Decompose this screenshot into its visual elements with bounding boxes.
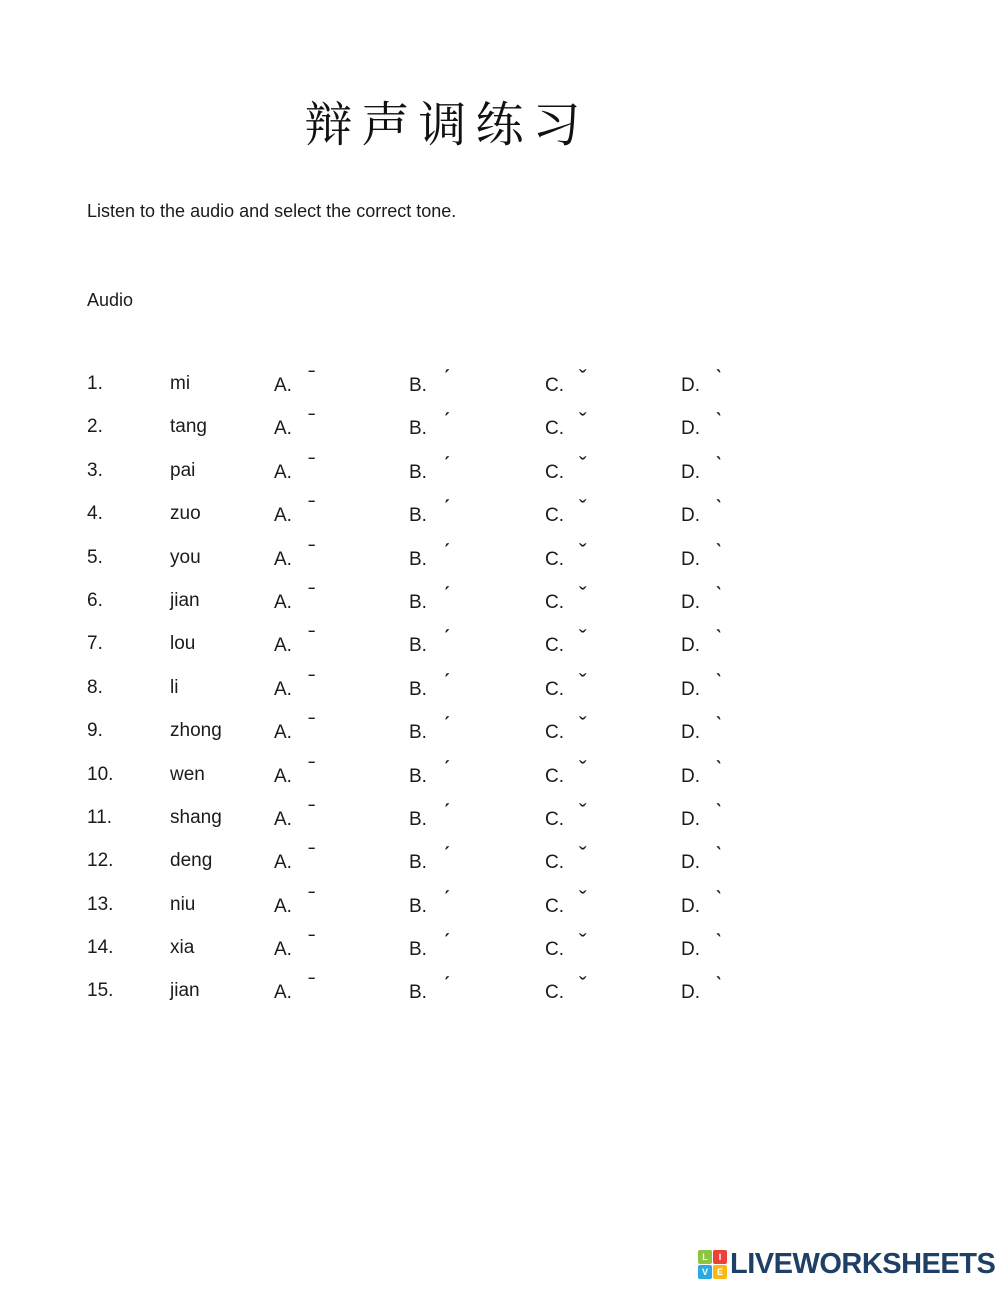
question-row	[0, 839, 1000, 882]
liveworksheets-tiles-icon	[698, 1250, 727, 1279]
tone-mark-third-tone-caron-icon: ˇ	[579, 625, 587, 652]
option-letter: A.	[274, 505, 292, 527]
option-letter: B.	[409, 808, 427, 830]
question-syllable: wen	[170, 763, 205, 785]
option-letter: A.	[274, 895, 292, 917]
tone-mark-second-tone-acute-icon: ˊ	[443, 712, 451, 739]
option-letter: C.	[545, 939, 564, 961]
tone-mark-third-tone-caron-icon: ˇ	[579, 451, 587, 478]
tone-mark-third-tone-caron-icon: ˇ	[579, 581, 587, 608]
question-row	[0, 492, 1000, 535]
tone-mark-second-tone-acute-icon: ˊ	[443, 755, 451, 782]
tone-mark-first-tone-macron-icon: ˉ	[308, 798, 316, 825]
question-number: 12.	[87, 850, 114, 872]
option-letter: B.	[409, 461, 427, 483]
option-letter: A.	[274, 982, 292, 1004]
tone-mark-fourth-tone-grave-icon: ˋ	[715, 408, 723, 435]
tone-mark-second-tone-acute-icon: ˊ	[443, 668, 451, 695]
tone-mark-second-tone-acute-icon: ˊ	[443, 798, 451, 825]
tone-mark-third-tone-caron-icon: ˇ	[579, 755, 587, 782]
question-syllable: shang	[170, 806, 222, 828]
option-letter: A.	[274, 678, 292, 700]
tone-mark-fourth-tone-grave-icon: ˋ	[715, 495, 723, 522]
tone-mark-fourth-tone-grave-icon: ˋ	[715, 365, 723, 391]
tone-mark-third-tone-caron-icon: ˇ	[579, 495, 587, 522]
option-letter: B.	[409, 939, 427, 961]
tone-mark-third-tone-caron-icon: ˇ	[579, 668, 587, 695]
liveworksheets-logo	[698, 1248, 995, 1281]
option-letter: C.	[545, 982, 564, 1004]
tone-mark-fourth-tone-grave-icon: ˋ	[715, 842, 723, 869]
option-letter: A.	[274, 591, 292, 613]
question-number: 15.	[87, 980, 114, 1002]
tone-mark-first-tone-macron-icon: ˉ	[308, 495, 316, 522]
tone-mark-third-tone-caron-icon: ˇ	[579, 972, 587, 999]
option-letter: D.	[681, 678, 700, 700]
question-number: 3.	[87, 459, 103, 481]
option-letter: A.	[274, 939, 292, 961]
tone-mark-fourth-tone-grave-icon: ˋ	[715, 929, 723, 956]
question-row	[0, 969, 1000, 1012]
tone-mark-second-tone-acute-icon: ˊ	[443, 581, 451, 608]
tone-mark-second-tone-acute-icon: ˊ	[443, 495, 451, 522]
tone-mark-fourth-tone-grave-icon: ˋ	[715, 625, 723, 652]
tone-mark-first-tone-macron-icon: ˉ	[308, 408, 316, 435]
tone-mark-second-tone-acute-icon: ˊ	[443, 408, 451, 435]
tone-mark-fourth-tone-grave-icon: ˋ	[715, 885, 723, 912]
option-letter: C.	[545, 895, 564, 917]
question-syllable: jian	[170, 589, 200, 611]
question-number: 2.	[87, 416, 103, 438]
question-syllable: zuo	[170, 503, 201, 525]
option-d-fourth-tone-grave[interactable]	[681, 969, 723, 1014]
question-syllable: deng	[170, 850, 213, 872]
tone-mark-fourth-tone-grave-icon: ˋ	[715, 538, 723, 565]
tone-mark-first-tone-macron-icon: ˉ	[308, 581, 316, 608]
option-letter: D.	[681, 895, 700, 917]
option-letter: D.	[681, 808, 700, 830]
option-letter: A.	[274, 375, 292, 396]
tone-mark-fourth-tone-grave-icon: ˋ	[715, 972, 723, 999]
option-letter: B.	[409, 722, 427, 744]
question-syllable: you	[170, 546, 201, 568]
tone-mark-first-tone-macron-icon: ˉ	[308, 625, 316, 652]
option-letter: A.	[274, 722, 292, 744]
worksheet-title: 辩声调练习	[304, 97, 590, 153]
option-letter: C.	[545, 375, 564, 396]
option-letter: B.	[409, 375, 427, 396]
option-letter: C.	[545, 548, 564, 570]
question-row	[0, 405, 1000, 448]
option-letter: D.	[681, 635, 700, 657]
question-syllable: tang	[170, 416, 207, 438]
question-syllable: lou	[170, 633, 196, 655]
question-syllable: li	[170, 676, 179, 698]
tone-mark-fourth-tone-grave-icon: ˋ	[715, 798, 723, 825]
tone-mark-fourth-tone-grave-icon: ˋ	[715, 581, 723, 608]
option-letter: A.	[274, 852, 292, 874]
option-letter: A.	[274, 548, 292, 570]
tone-mark-first-tone-macron-icon: ˉ	[308, 929, 316, 956]
logo-tile-v: V	[698, 1265, 712, 1279]
tone-mark-first-tone-macron-icon: ˉ	[308, 668, 316, 695]
question-list	[0, 362, 1000, 1013]
tone-mark-first-tone-macron-icon: ˉ	[308, 538, 316, 565]
question-syllable: jian	[170, 980, 200, 1002]
option-letter: B.	[409, 982, 427, 1004]
option-letter: C.	[545, 591, 564, 613]
question-number: 9.	[87, 720, 103, 742]
option-letter: A.	[274, 765, 292, 787]
question-number: 13.	[87, 893, 114, 915]
option-letter: A.	[274, 461, 292, 483]
option-letter: B.	[409, 548, 427, 570]
tone-mark-second-tone-acute-icon: ˊ	[443, 885, 451, 912]
liveworksheets-wordmark: LIVEWORKSHEETS	[730, 1248, 996, 1280]
question-row	[0, 362, 1000, 405]
question-row	[0, 753, 1000, 796]
option-letter: B.	[409, 591, 427, 613]
question-syllable: zhong	[170, 720, 222, 742]
question-number: 5.	[87, 546, 103, 568]
option-letter: C.	[545, 418, 564, 440]
option-letter: A.	[274, 635, 292, 657]
option-letter: B.	[409, 852, 427, 874]
tone-mark-first-tone-macron-icon: ˉ	[308, 451, 316, 478]
tone-mark-first-tone-macron-icon: ˉ	[308, 842, 316, 869]
option-letter: D.	[681, 461, 700, 483]
tone-mark-third-tone-caron-icon: ˇ	[579, 365, 587, 391]
tone-mark-third-tone-caron-icon: ˇ	[579, 798, 587, 825]
tone-mark-first-tone-macron-icon: ˉ	[308, 972, 316, 999]
option-letter: B.	[409, 635, 427, 657]
question-row	[0, 883, 1000, 926]
option-letter: D.	[681, 418, 700, 440]
question-number: 1.	[87, 373, 103, 394]
option-letter: D.	[681, 982, 700, 1004]
option-letter: D.	[681, 765, 700, 787]
option-letter: C.	[545, 765, 564, 787]
question-row	[0, 709, 1000, 752]
tone-mark-fourth-tone-grave-icon: ˋ	[715, 712, 723, 739]
option-letter: A.	[274, 418, 292, 440]
option-a-first-tone-macron[interactable]	[274, 969, 316, 1014]
question-number: 11.	[87, 806, 113, 828]
option-letter: C.	[545, 808, 564, 830]
tone-mark-second-tone-acute-icon: ˊ	[443, 842, 451, 869]
option-letter: D.	[681, 505, 700, 527]
tone-mark-third-tone-caron-icon: ˇ	[579, 712, 587, 739]
option-letter: B.	[409, 505, 427, 527]
question-row	[0, 536, 1000, 579]
option-c-third-tone-caron[interactable]	[545, 969, 587, 1014]
option-letter: D.	[681, 939, 700, 961]
question-number: 7.	[87, 633, 103, 655]
tone-mark-third-tone-caron-icon: ˇ	[579, 929, 587, 956]
option-letter: B.	[409, 895, 427, 917]
option-letter: C.	[545, 635, 564, 657]
option-letter: B.	[409, 418, 427, 440]
option-letter: C.	[545, 852, 564, 874]
tone-mark-third-tone-caron-icon: ˇ	[579, 408, 587, 435]
tone-mark-second-tone-acute-icon: ˊ	[443, 972, 451, 999]
logo-tile-i: I	[713, 1250, 727, 1264]
question-row	[0, 926, 1000, 969]
audio-label: Audio	[87, 290, 134, 310]
tone-mark-fourth-tone-grave-icon: ˋ	[715, 668, 723, 695]
option-b-second-tone-acute[interactable]	[409, 969, 451, 1014]
question-row	[0, 666, 1000, 709]
option-letter: B.	[409, 678, 427, 700]
logo-tile-l: L	[698, 1250, 712, 1264]
option-letter: C.	[545, 722, 564, 744]
option-letter: B.	[409, 765, 427, 787]
question-number: 14.	[87, 937, 114, 959]
option-letter: D.	[681, 722, 700, 744]
question-row	[0, 579, 1000, 622]
question-syllable: niu	[170, 893, 196, 915]
logo-tile-e: E	[713, 1265, 727, 1279]
tone-mark-first-tone-macron-icon: ˉ	[308, 365, 316, 391]
option-letter: D.	[681, 591, 700, 613]
tone-mark-first-tone-macron-icon: ˉ	[308, 885, 316, 912]
tone-mark-second-tone-acute-icon: ˊ	[443, 929, 451, 956]
tone-mark-second-tone-acute-icon: ˊ	[443, 625, 451, 652]
question-number: 8.	[87, 676, 103, 698]
option-letter: C.	[545, 505, 564, 527]
tone-mark-third-tone-caron-icon: ˇ	[579, 885, 587, 912]
question-row	[0, 796, 1000, 839]
instruction-text: Listen to the audio and select the correct tone.	[87, 201, 457, 221]
option-letter: D.	[681, 375, 700, 396]
tone-mark-third-tone-caron-icon: ˇ	[579, 538, 587, 565]
tone-mark-first-tone-macron-icon: ˉ	[308, 755, 316, 782]
tone-mark-second-tone-acute-icon: ˊ	[443, 451, 451, 478]
option-letter: C.	[545, 678, 564, 700]
option-letter: D.	[681, 548, 700, 570]
question-row	[0, 449, 1000, 492]
question-number: 4.	[87, 503, 103, 525]
question-syllable: mi	[170, 373, 191, 394]
tone-mark-second-tone-acute-icon: ˊ	[443, 538, 451, 565]
question-syllable: xia	[170, 937, 195, 959]
tone-mark-second-tone-acute-icon: ˊ	[443, 365, 451, 391]
tone-mark-first-tone-macron-icon: ˉ	[308, 712, 316, 739]
option-letter: A.	[274, 808, 292, 830]
tone-mark-fourth-tone-grave-icon: ˋ	[715, 755, 723, 782]
question-number: 10.	[87, 763, 114, 785]
question-row	[0, 622, 1000, 665]
option-letter: C.	[545, 461, 564, 483]
question-syllable: pai	[170, 459, 196, 481]
tone-mark-third-tone-caron-icon: ˇ	[579, 842, 587, 869]
option-letter: D.	[681, 852, 700, 874]
tone-mark-fourth-tone-grave-icon: ˋ	[715, 451, 723, 478]
question-number: 6.	[87, 589, 103, 611]
